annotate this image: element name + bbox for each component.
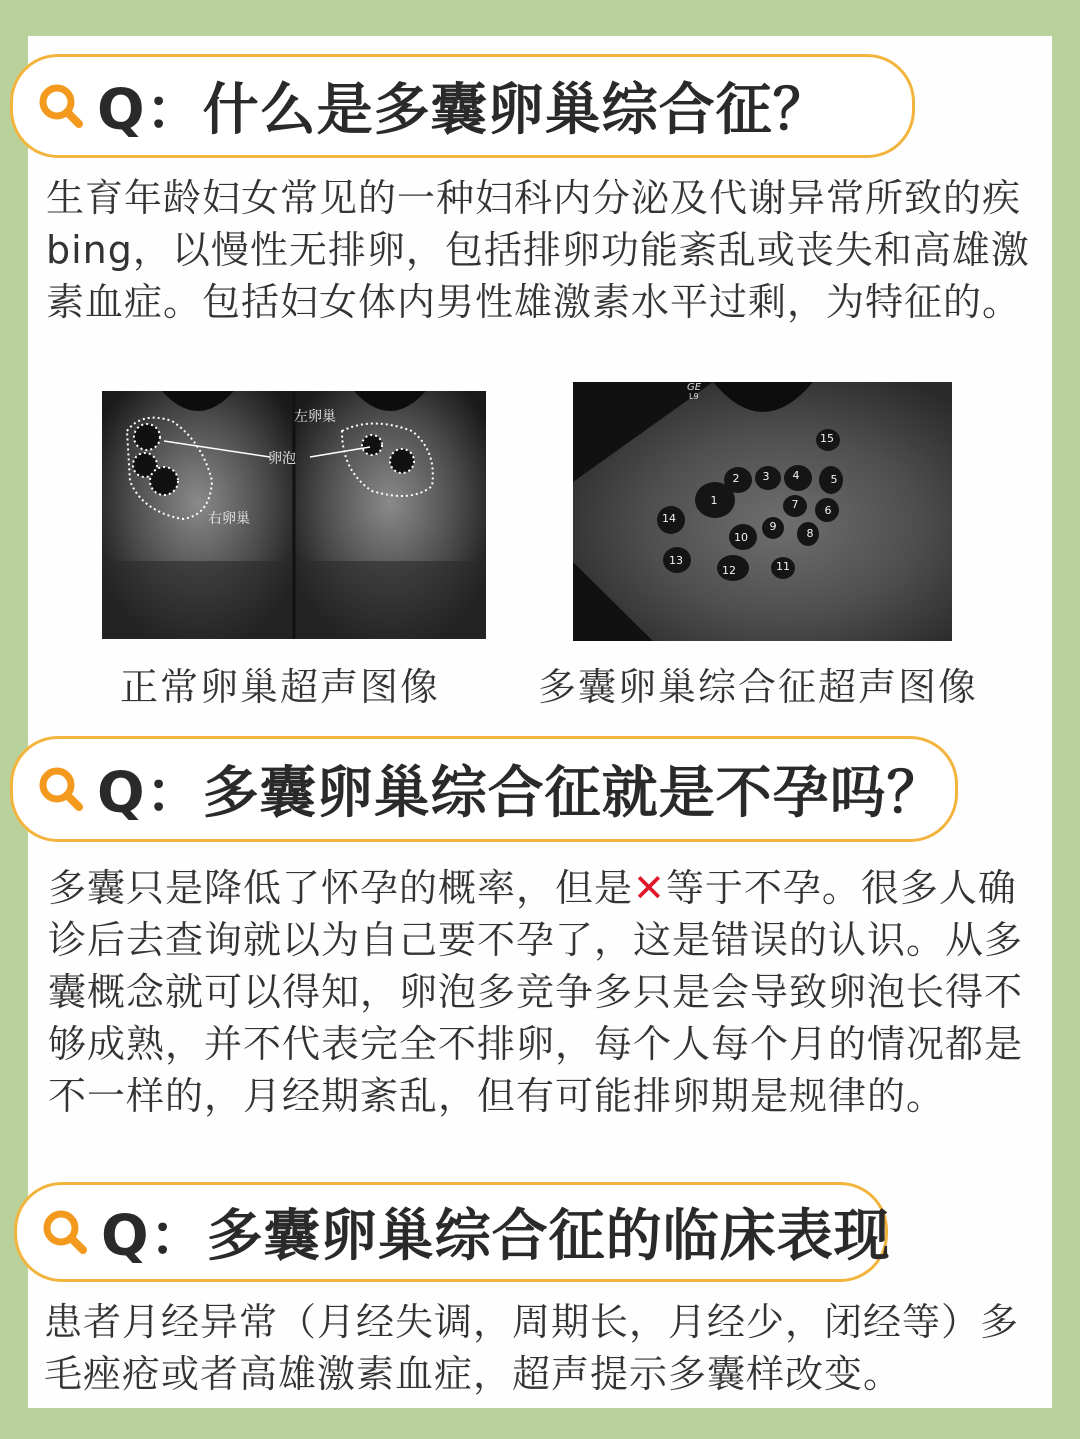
follicle-number: 5	[830, 473, 838, 486]
cross-mark-icon: ✕	[633, 866, 666, 910]
question-title-3: Q：多囊卵巢综合征的临床表现	[101, 1204, 891, 1269]
question-header-1	[10, 54, 915, 158]
search-icon	[35, 763, 87, 815]
left-ovary-label: 左卵巢	[294, 409, 336, 425]
follicle-number: 11	[776, 560, 790, 573]
answer-text-2-part-2: 等于不孕。很多人确诊后去查询就以为自己要不孕了，这是错误的认识。从多囊概念就可以得知，卵泡多竞争多只是会导致卵泡长得不够成熟，并不代表完全不排卵，每个人每个月的情况都是不一样的，月经期紊乱，但有可能排卵期是规律的。	[48, 866, 1024, 1118]
follicle-number: 8	[806, 527, 814, 540]
follicle-number: 12	[722, 564, 736, 577]
pcos-caption: 多囊卵巢综合征超声图像	[538, 665, 979, 709]
answer-text-2-part-1: 多囊只是降低了怀孕的概率，但是	[48, 866, 634, 910]
follicle-number: 7	[791, 498, 799, 511]
normal-ovary-ultrasound	[102, 391, 486, 639]
pcos-ultrasound	[573, 382, 952, 641]
follicle-number: 14	[662, 512, 676, 525]
follicle-label: 卵泡	[268, 451, 296, 467]
question-title-1: Q：什么是多囊卵巢综合征？	[97, 78, 830, 143]
search-icon	[35, 80, 87, 132]
answer-text-3: 患者月经异常（月经失调，周期长，月经少，闭经等）多毛痤疮或者高雄激素血症，超声提示多囊样改变。	[44, 1300, 1020, 1396]
follicle-number: 6	[824, 504, 832, 517]
search-icon	[39, 1206, 91, 1258]
answer-text-1: 生育年龄妇女常见的一种妇科内分泌及代谢异常所致的疾bing，以慢性无排卵，包括排卵功能紊乱或丧失和高雄激素血症。包括妇女体内男性雄激素水平过剩，为特征的。	[46, 176, 1030, 324]
question-title-2: Q：多囊卵巢综合征就是不孕吗？	[97, 761, 944, 826]
follicle-number: 15	[820, 432, 834, 445]
follicle-number: 1	[710, 494, 718, 507]
follicle-number: 10	[734, 531, 748, 544]
follicle-number: 2	[732, 472, 740, 485]
follicle-number: 13	[669, 554, 683, 567]
follicle-number: 9	[769, 520, 777, 533]
question-header-3	[14, 1182, 891, 1282]
normal-ovary-caption: 正常卵巢超声图像	[120, 665, 441, 709]
follicle-number: 3	[762, 470, 770, 483]
probe-model: L9	[689, 392, 699, 401]
right-ovary-label: 右卵巢	[208, 511, 250, 527]
probe-brand: GE	[687, 382, 702, 393]
answer-text-2	[48, 862, 1043, 1122]
follicle-number: 4	[792, 469, 800, 482]
question-header-2	[10, 736, 958, 842]
